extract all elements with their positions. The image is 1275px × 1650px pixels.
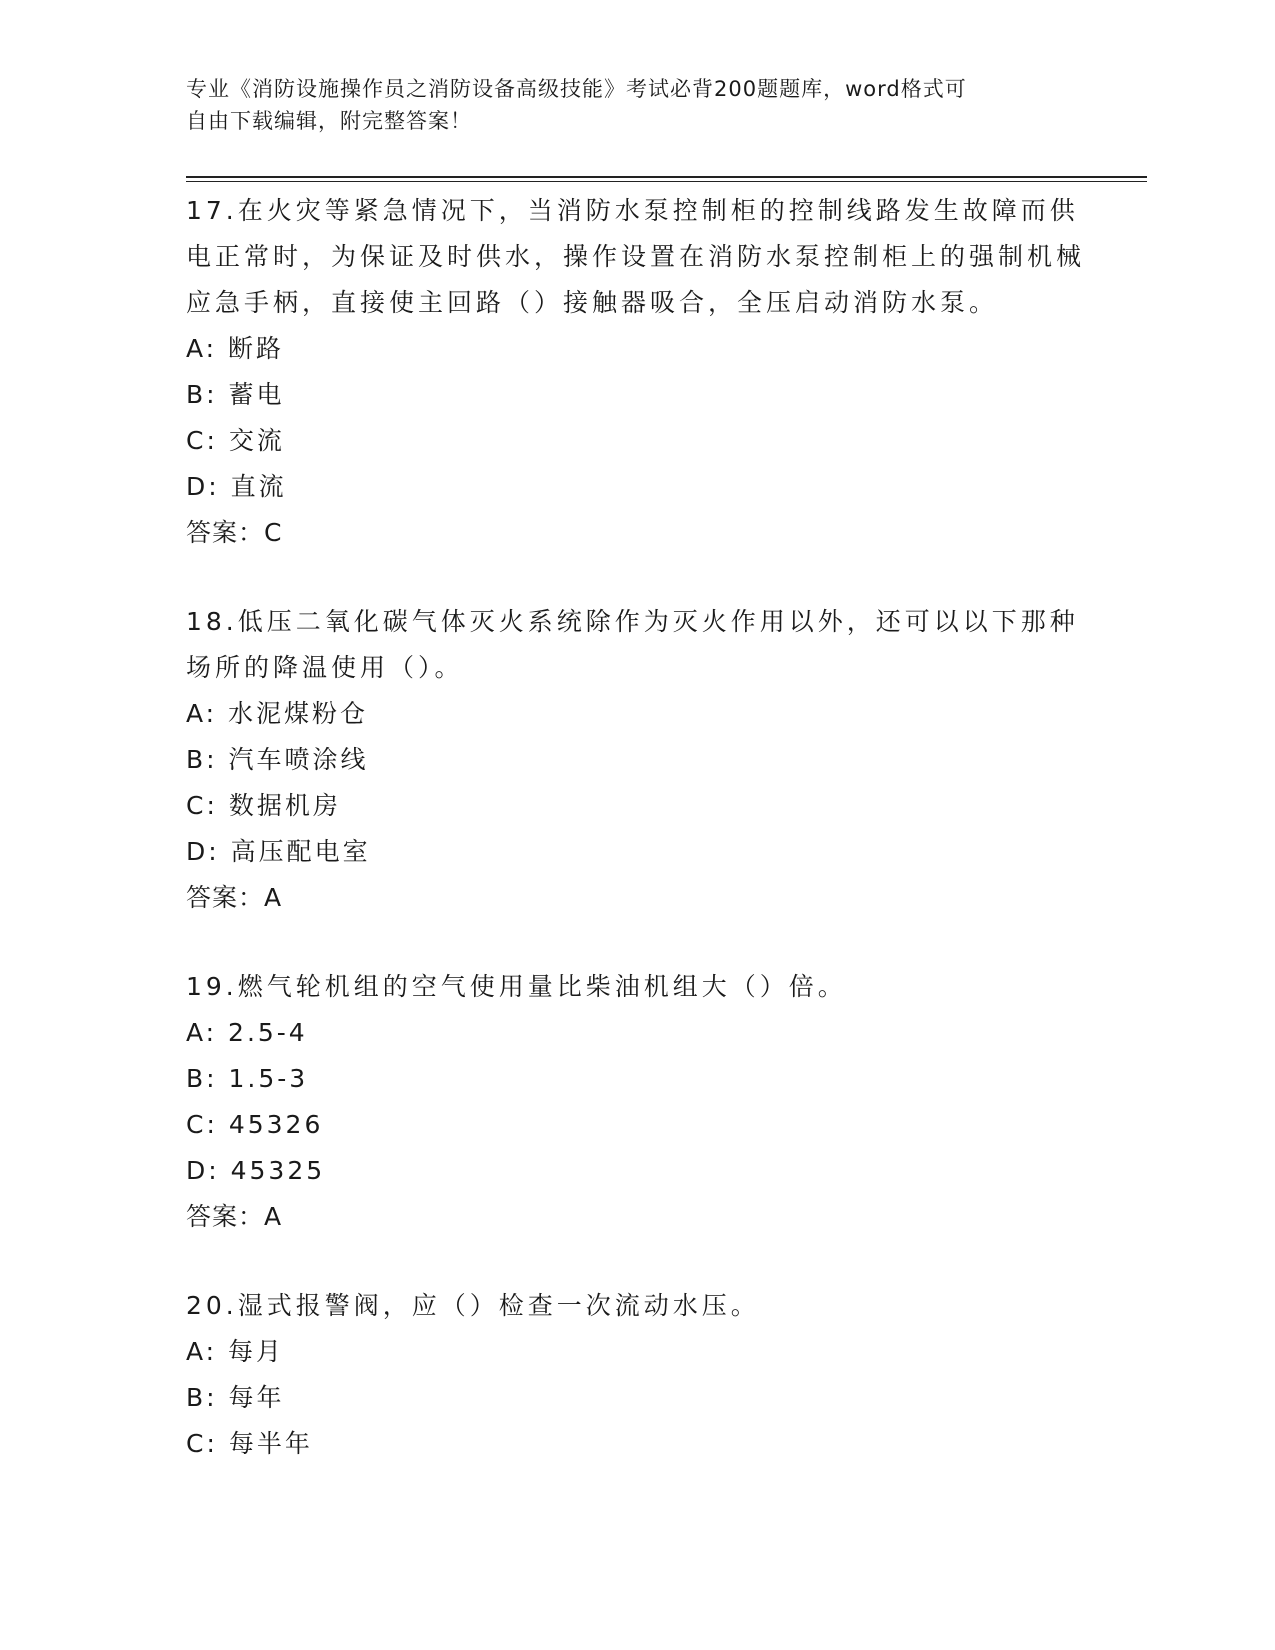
option-c: C: 每半年 [186, 1429, 313, 1458]
question-text: 20.湿式报警阀，应（）检查一次流动水压。 [186, 1291, 760, 1320]
document-header [186, 73, 1066, 137]
option-a: A: 2.5-4 [186, 1018, 308, 1047]
header-divider-thick [186, 176, 1147, 178]
option-a: A: 水泥煤粉仓 [186, 699, 369, 728]
question-19 [186, 964, 1086, 1240]
option-d: D: 高压配电室 [186, 837, 371, 866]
header-line-1: 专业《消防设施操作员之消防设备高级技能》考试必背200题题库，word格式可 [186, 77, 967, 101]
question-17 [186, 188, 1086, 556]
header-line-2: 自由下载编辑，附完整答案！ [186, 109, 472, 133]
header-divider-thin [186, 181, 1147, 182]
option-c: C: 数据机房 [186, 791, 341, 820]
option-b: B: 每年 [186, 1383, 285, 1412]
question-text: 19.燃气轮机组的空气使用量比柴油机组大（）倍。 [186, 972, 847, 1001]
question-text: 18.低压二氧化碳气体灭火系统除作为灭火作用以外，还可以以下那种场所的降温使用（）。 [186, 607, 1079, 682]
option-d: D: 45325 [186, 1156, 326, 1185]
question-18 [186, 599, 1086, 921]
answer-line: 答案：A [186, 1202, 283, 1231]
answer-line: 答案：A [186, 883, 283, 912]
answer-line: 答案：C [186, 518, 283, 547]
question-20 [186, 1283, 1086, 1467]
option-c: C: 45326 [186, 1110, 324, 1139]
option-a: A: 每月 [186, 1337, 285, 1366]
question-list [186, 188, 1086, 1510]
option-b: B: 1.5-3 [186, 1064, 309, 1093]
question-text: 17.在火灾等紧急情况下，当消防水泵控制柜的控制线路发生故障而供电正常时，为保证及时供水，操作设置在消防水泵控制柜上的强制机械应急手柄，直接使主回路（）接触器吸合，全压启动消防水泵。 [186, 196, 1086, 317]
option-c: C: 交流 [186, 426, 285, 455]
option-b: B: 汽车喷涂线 [186, 745, 369, 774]
option-a: A: 断路 [186, 334, 285, 363]
option-b: B: 蓄电 [186, 380, 285, 409]
option-d: D: 直流 [186, 472, 287, 501]
